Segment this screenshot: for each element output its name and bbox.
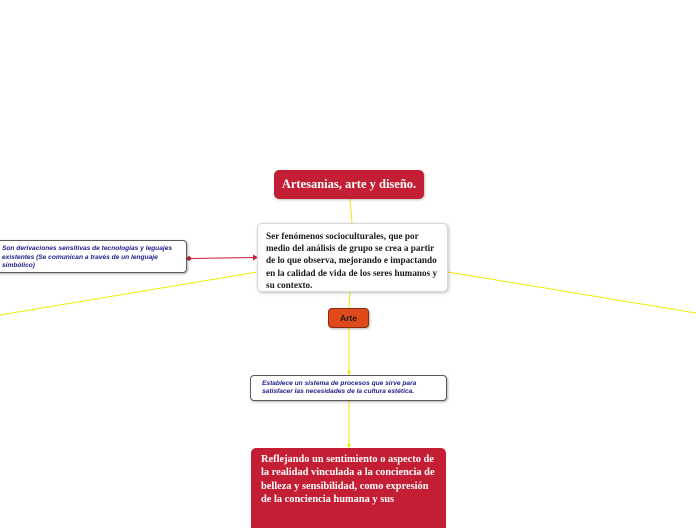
left-subtopic-text: Son derivaciones sensitivas de tecnologías y leguajes existentes (Se comunican a través de un lenguaje simbólico): [2, 245, 173, 270]
connector-central-to-left-edge: [0, 272, 257, 315]
sistema-text: Establece un sistema de procesos que sirve para satisfacer las necesidades de la cultura estética.: [262, 380, 417, 396]
connector-dot-sistema-bottom: [347, 443, 350, 446]
connector-dot-left: [187, 256, 191, 260]
left-subtopic-node[interactable]: [0, 240, 187, 273]
connector-central-to-left-node: [189, 258, 257, 259]
bottom-topic-node[interactable]: [251, 448, 446, 528]
main-topic-node[interactable]: Artesanias, arte y diseño.: [274, 170, 424, 199]
sistema-node[interactable]: [250, 375, 447, 401]
connector-central-to-right-edge: [448, 272, 696, 313]
connector-title-to-central: [350, 199, 352, 223]
central-topic-node[interactable]: [257, 223, 448, 292]
arte-node[interactable]: Arte: [328, 308, 369, 328]
bottom-topic-text: Reflejando un sentimiento o aspecto de la realidad vinculada a la conciencia de belleza y sensibilidad, como expresión de la conciencia humana y sus: [261, 454, 435, 505]
central-topic-text: Ser fenómenos socioculturales, que por medio del análisis de grupo se crea a partir de lo que observa, mejorando e impactando en la calidad de vida de los seres humanos y su contexto.: [266, 231, 438, 290]
connector-central-to-arte: [349, 292, 350, 308]
connector-dot-arte-sistema: [347, 370, 350, 373]
